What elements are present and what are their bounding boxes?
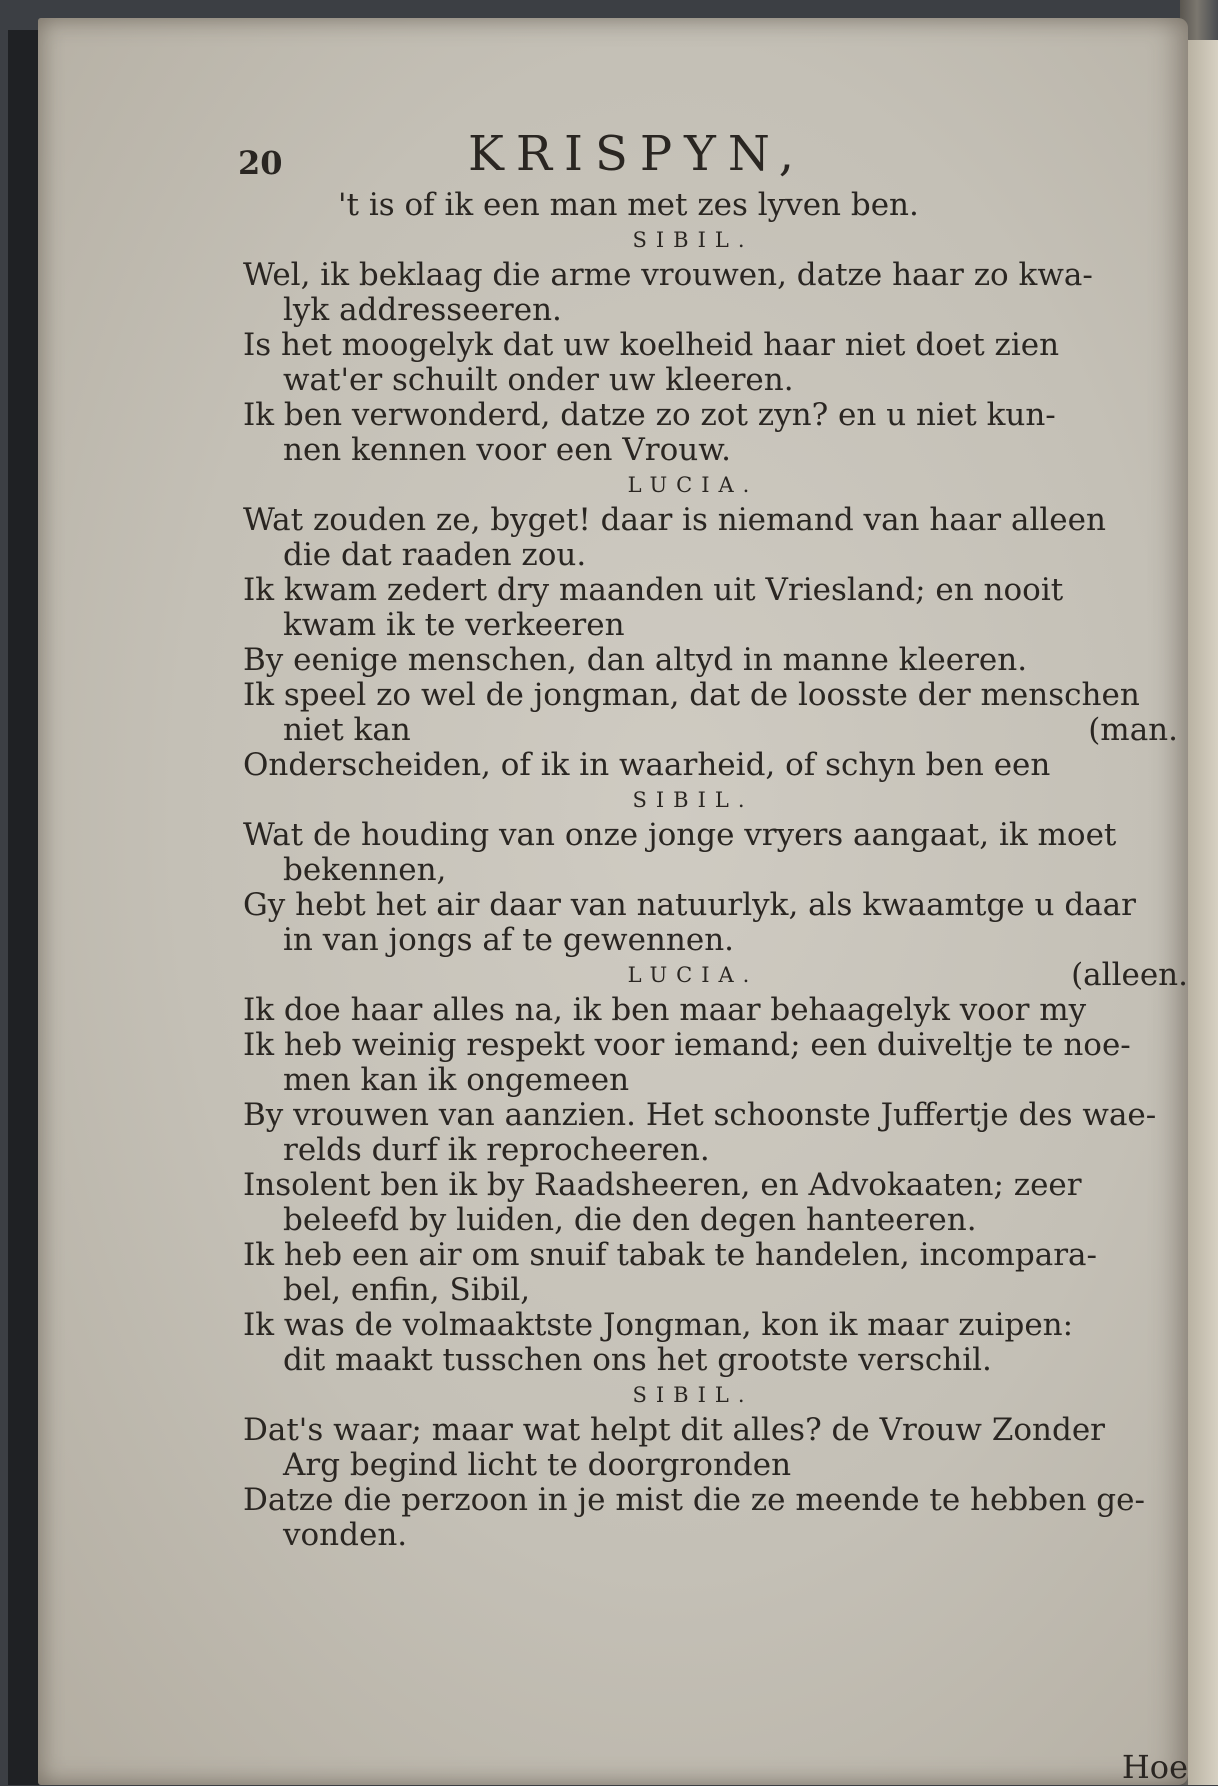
verse-line	[243, 993, 1188, 1028]
verse-line	[243, 398, 1188, 468]
verse-continuation	[243, 713, 1188, 748]
verse-continuation: in van jongs af te gewennen.	[283, 922, 735, 958]
speaker-heading-row	[238, 958, 1188, 993]
facing-page-edge	[1188, 40, 1218, 1785]
verse-text: Ik speel zo wel de jongman, dat de loosste der menschen	[243, 677, 1140, 713]
verse-continuation: men kan ik ongemeen	[283, 1062, 630, 1098]
verse-continuation: vonden.	[283, 1517, 408, 1553]
verse-text: Wel, ik beklaag die arme vrouwen, datze haar zo kwa-	[243, 257, 1093, 293]
verse-text: Ik heb weinig respekt voor iemand; een duiveltje te noe-	[243, 1027, 1131, 1063]
verse-text: Is het moogelyk dat uw koelheid haar niet doet zien	[243, 327, 1060, 363]
verse-continuation: Arg begind licht te doorgronden	[283, 1447, 792, 1483]
text-block	[238, 126, 1188, 1786]
verse-line	[243, 748, 1188, 783]
verse-line	[243, 1238, 1188, 1308]
verse-text: Ik was de volmaaktste Jongman, kon ik maar zuipen:	[243, 1307, 1074, 1343]
verse-text: Insolent ben ik by Raadsheeren, en Advokaaten; zeer	[243, 1167, 1082, 1203]
speaker-heading: SIBIL.	[632, 1383, 754, 1407]
verse-text: Dat's waar; maar wat helpt dit alles? de Vrouw Zonder	[243, 1412, 1105, 1448]
verse-text: Onderscheiden, of ik in waarheid, of schyn ben een	[243, 747, 1051, 783]
verse-line	[243, 1483, 1188, 1553]
speaker-heading: SIBIL.	[632, 228, 754, 252]
speaker-heading: LUCIA.	[627, 473, 759, 497]
verse-continuation-text: niet kan	[283, 712, 411, 748]
verse-text: Wat de houding van onze jonge vryers aangaat, ik moet	[243, 817, 1117, 853]
verse-continuation: dit maakt tusschen ons het grootste verschil.	[283, 1342, 992, 1378]
verse-text: Ik heb een air om snuif tabak te handelen, incompara-	[243, 1237, 1097, 1273]
opening-line: 't is of ik een man met zes lyven ben.	[338, 187, 919, 223]
page-number: 20	[238, 144, 283, 182]
verse-continuation: wat'er schuilt onder uw kleeren.	[283, 362, 794, 398]
verse-continuation: bel, enfin, Sibil,	[283, 1272, 531, 1308]
verse-line	[243, 328, 1188, 398]
verse-text: Wat zouden ze, byget! daar is niemand van haar alleen	[243, 502, 1106, 538]
verse-line	[243, 1168, 1188, 1238]
verse-text: By vrouwen van aanzien. Het schoonste Juffertje des wae-	[243, 1097, 1157, 1133]
verse-line	[243, 678, 1188, 748]
verse-text: Datze die perzoon in je mist die ze meende te hebben ge-	[243, 1482, 1145, 1518]
verse-line	[243, 1098, 1188, 1168]
verse-line	[243, 1028, 1188, 1098]
verse-line	[243, 503, 1188, 573]
verse-line	[243, 888, 1188, 958]
verse-text: Ik doe haar alles na, ik ben maar behaagelyk voor my	[243, 992, 1087, 1028]
speaker-heading: LUCIA.	[627, 963, 759, 987]
verse-line	[243, 1413, 1188, 1483]
verse-continuation: die dat raaden zou.	[283, 537, 587, 573]
verse-continuation: beleefd by luiden, die den degen hanteeren.	[283, 1202, 977, 1238]
verse-line	[243, 573, 1188, 643]
turnover-word: (man.	[1088, 712, 1178, 748]
page-header	[238, 126, 1188, 188]
verse-continuation: nen kennen voor een Vrouw.	[283, 432, 731, 468]
verse-line	[243, 643, 1188, 678]
verse-text: Ik kwam zedert dry maanden uit Vriesland; en nooit	[243, 572, 1064, 608]
catchword: Hoe	[1121, 1748, 1188, 1786]
verse-line	[243, 818, 1188, 888]
verse-text: Ik ben verwonderd, datze zo zot zyn? en u niet kun-	[243, 397, 1056, 433]
running-title: KRISPYN,	[468, 126, 807, 182]
verse-line	[243, 258, 1188, 328]
verse-continuation: kwam ik te verkeeren	[283, 607, 625, 643]
stage-direction: (alleen.	[1071, 957, 1188, 993]
verse-continuation: lyk addresseeren.	[283, 292, 562, 328]
verse-text: Gy hebt het air daar van natuurlyk, als kwaamtge u daar	[243, 887, 1136, 923]
verse-continuation: relds durf ik reprocheeren.	[283, 1132, 710, 1168]
book-page	[38, 18, 1188, 1785]
speaker-heading: SIBIL.	[632, 788, 754, 812]
verse-continuation: bekennen,	[283, 852, 447, 888]
verse-text: By eenige menschen, dan altyd in manne kleeren.	[243, 642, 1028, 678]
verse-line	[243, 1308, 1188, 1378]
